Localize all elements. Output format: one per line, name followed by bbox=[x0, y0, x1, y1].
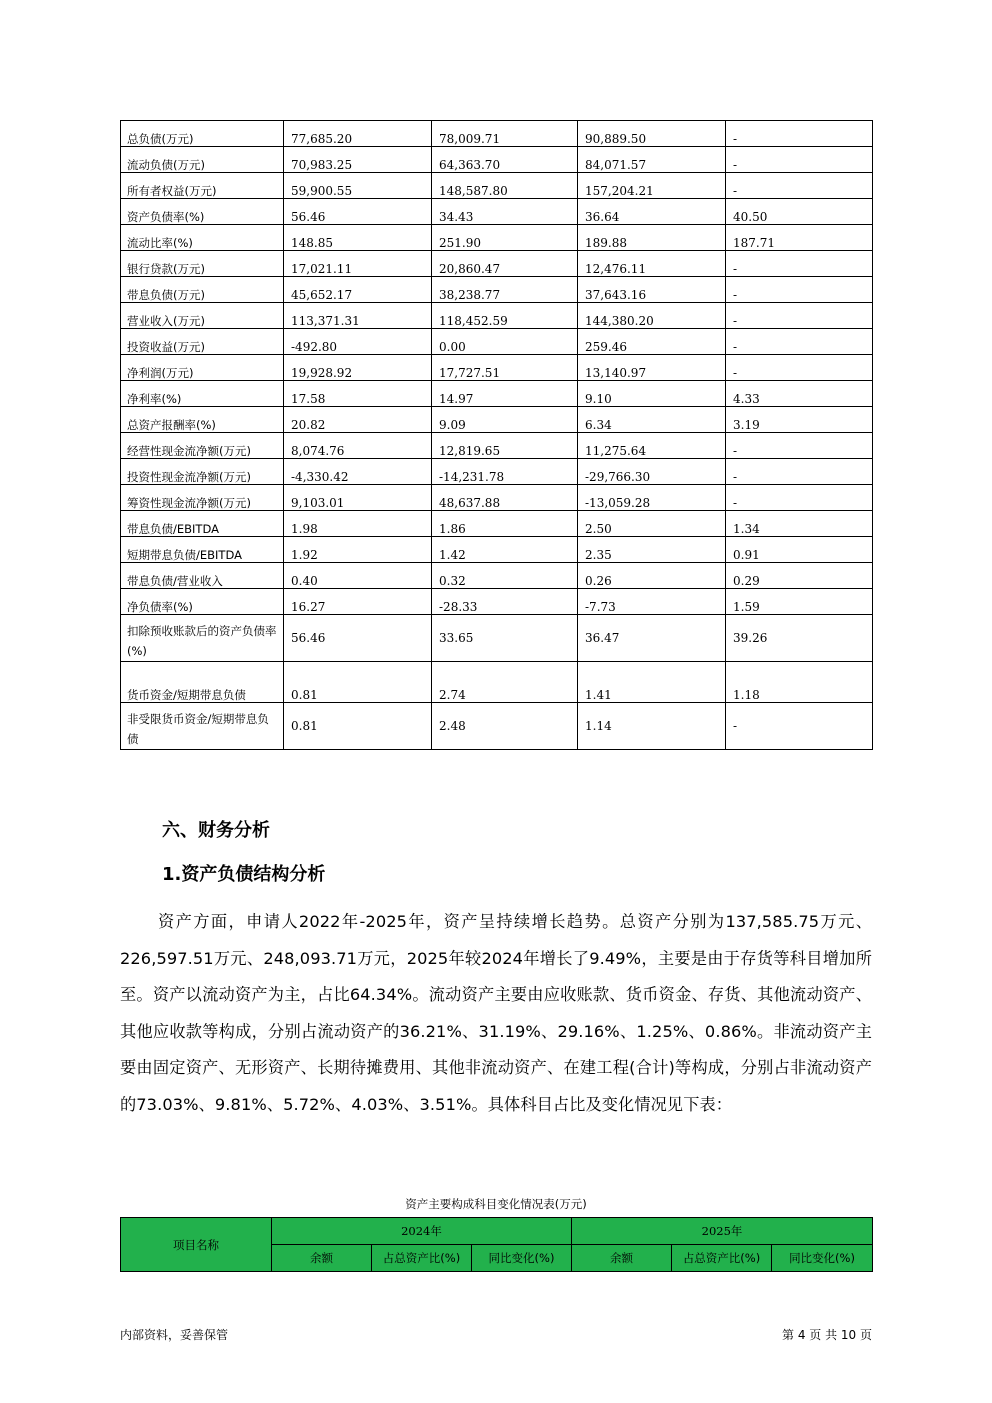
row-value: 38,238.77 bbox=[432, 277, 578, 303]
row-value: 20,860.47 bbox=[432, 251, 578, 277]
table-row bbox=[121, 173, 873, 199]
row-label: 流动比率(%) bbox=[121, 225, 284, 251]
row-value: 8,074.76 bbox=[284, 433, 432, 459]
row-value: 1.18 bbox=[726, 662, 873, 703]
table-row bbox=[121, 381, 873, 407]
row-label: 净负债率(%) bbox=[121, 589, 284, 615]
row-value: 16.27 bbox=[284, 589, 432, 615]
row-value: 56.46 bbox=[284, 615, 432, 662]
row-value: 2.74 bbox=[432, 662, 578, 703]
row-value: -14,231.78 bbox=[432, 459, 578, 485]
table-row bbox=[121, 251, 873, 277]
row-value: -13,059.28 bbox=[578, 485, 726, 511]
row-value: 2.50 bbox=[578, 511, 726, 537]
row-value: 0.81 bbox=[284, 662, 432, 703]
row-value: 77,685.20 bbox=[284, 121, 432, 147]
row-value: 17,727.51 bbox=[432, 355, 578, 381]
table-row bbox=[121, 662, 873, 703]
row-value: 20.82 bbox=[284, 407, 432, 433]
footer-confidential-note: 内部资料，妥善保管 bbox=[120, 1328, 229, 1342]
row-value: 59,900.55 bbox=[284, 173, 432, 199]
analysis-paragraph: 资产方面，申请人2022年-2025年，资产呈持续增长趋势。总资产分别为137,585.75万元、226,597.51万元、248,093.71万元，2025年较2024年增长了9.49%，主要是由于存货等科目增加所至。资产以流动资产为主，占比64.34%。流动资产主要由应收账款、货币资金、存货、其他流动资产、其他应收款等构成，分别占流动资产的36.21%、31.19%、29.16%、1.25%、0.86%。非流动资产主要由固定资产、无形资产、长期待摊费用、其他非流动资产、在建工程(合计)等构成，分别占非流动资产的73.03%、9.81%、5.72%、4.03%、3.51%。具体科目占比及变化情况见下表： bbox=[120, 912, 872, 1114]
row-value: 1.86 bbox=[432, 511, 578, 537]
row-value: 4.33 bbox=[726, 381, 873, 407]
row-value: 40.50 bbox=[726, 199, 873, 225]
row-value: 6.34 bbox=[578, 407, 726, 433]
row-value: - bbox=[726, 485, 873, 511]
row-value: 0.29 bbox=[726, 563, 873, 589]
row-value: 148.85 bbox=[284, 225, 432, 251]
row-value: 187.71 bbox=[726, 225, 873, 251]
row-value: 17,021.11 bbox=[284, 251, 432, 277]
row-label: 扣除预收账款后的资产负债率(%) bbox=[121, 615, 284, 662]
row-value: 0.91 bbox=[726, 537, 873, 563]
table-row bbox=[121, 121, 873, 147]
item-name-header: 项目名称 bbox=[121, 1218, 272, 1272]
row-label: 投资收益(万元) bbox=[121, 329, 284, 355]
row-value: 17.58 bbox=[284, 381, 432, 407]
row-value: 3.19 bbox=[726, 407, 873, 433]
row-label: 经营性现金流净额(万元) bbox=[121, 433, 284, 459]
section-title: 六、财务分析 bbox=[162, 820, 270, 841]
asset-composition-table bbox=[120, 1217, 873, 1272]
row-value: 48,637.88 bbox=[432, 485, 578, 511]
row-value: 39.26 bbox=[726, 615, 873, 662]
row-value: 251.90 bbox=[432, 225, 578, 251]
row-value: - bbox=[726, 703, 873, 750]
row-value: 90,889.50 bbox=[578, 121, 726, 147]
row-value: 64,363.70 bbox=[432, 147, 578, 173]
row-value: 0.40 bbox=[284, 563, 432, 589]
row-value: 0.26 bbox=[578, 563, 726, 589]
row-value: 148,587.80 bbox=[432, 173, 578, 199]
row-value: 118,452.59 bbox=[432, 303, 578, 329]
row-value: -29,766.30 bbox=[578, 459, 726, 485]
row-value: - bbox=[726, 277, 873, 303]
row-value: 9.10 bbox=[578, 381, 726, 407]
row-value: 0.00 bbox=[432, 329, 578, 355]
table-row bbox=[121, 459, 873, 485]
row-value: 157,204.21 bbox=[578, 173, 726, 199]
row-label: 非受限货币资金/短期带息负债 bbox=[121, 703, 284, 750]
row-value: 1.98 bbox=[284, 511, 432, 537]
table-row bbox=[121, 511, 873, 537]
row-value: 189.88 bbox=[578, 225, 726, 251]
row-value: 78,009.71 bbox=[432, 121, 578, 147]
row-value: 14.97 bbox=[432, 381, 578, 407]
row-label: 净利润(万元) bbox=[121, 355, 284, 381]
row-label: 营业收入(万元) bbox=[121, 303, 284, 329]
row-label: 银行贷款(万元) bbox=[121, 251, 284, 277]
row-value: -492.80 bbox=[284, 329, 432, 355]
row-value: 1.59 bbox=[726, 589, 873, 615]
row-label: 带息负债/EBITDA bbox=[121, 511, 284, 537]
row-label: 带息负债/营业收入 bbox=[121, 563, 284, 589]
row-label: 投资性现金流净额(万元) bbox=[121, 459, 284, 485]
table-row bbox=[121, 703, 873, 750]
row-value: 144,380.20 bbox=[578, 303, 726, 329]
row-value: - bbox=[726, 147, 873, 173]
financial-indicators-table bbox=[120, 120, 873, 750]
row-value: 9,103.01 bbox=[284, 485, 432, 511]
row-label: 总负债(万元) bbox=[121, 121, 284, 147]
row-value: 36.64 bbox=[578, 199, 726, 225]
row-value: 12,819.65 bbox=[432, 433, 578, 459]
row-value: -28.33 bbox=[432, 589, 578, 615]
row-value: 13,140.97 bbox=[578, 355, 726, 381]
row-value: 1.14 bbox=[578, 703, 726, 750]
table-row bbox=[121, 433, 873, 459]
table-row bbox=[121, 407, 873, 433]
row-value: 56.46 bbox=[284, 199, 432, 225]
row-value: 11,275.64 bbox=[578, 433, 726, 459]
row-label: 资产负债率(%) bbox=[121, 199, 284, 225]
row-value: - bbox=[726, 329, 873, 355]
sub-header: 余额 bbox=[572, 1245, 672, 1272]
row-value: 70,983.25 bbox=[284, 147, 432, 173]
table-row bbox=[121, 589, 873, 615]
row-value: 45,652.17 bbox=[284, 277, 432, 303]
table-row bbox=[121, 563, 873, 589]
row-value: 1.92 bbox=[284, 537, 432, 563]
table-row bbox=[121, 147, 873, 173]
row-value: 34.43 bbox=[432, 199, 578, 225]
table-row bbox=[121, 225, 873, 251]
year-2024-header: 2024年 bbox=[272, 1218, 572, 1245]
row-value: 33.65 bbox=[432, 615, 578, 662]
row-value: - bbox=[726, 355, 873, 381]
table-row bbox=[121, 199, 873, 225]
row-label: 净利率(%) bbox=[121, 381, 284, 407]
table-row bbox=[121, 329, 873, 355]
year-2025-header: 2025年 bbox=[572, 1218, 873, 1245]
row-value: 36.47 bbox=[578, 615, 726, 662]
row-value: 1.34 bbox=[726, 511, 873, 537]
row-value: 12,476.11 bbox=[578, 251, 726, 277]
row-value: -4,330.42 bbox=[284, 459, 432, 485]
row-value: 1.42 bbox=[432, 537, 578, 563]
table-row bbox=[121, 615, 873, 662]
row-value: - bbox=[726, 303, 873, 329]
row-value: 37,643.16 bbox=[578, 277, 726, 303]
row-label: 流动负债(万元) bbox=[121, 147, 284, 173]
row-value: 113,371.31 bbox=[284, 303, 432, 329]
row-label: 货币资金/短期带息负债 bbox=[121, 662, 284, 703]
row-label: 总资产报酬率(%) bbox=[121, 407, 284, 433]
table-row bbox=[121, 277, 873, 303]
row-value: 2.35 bbox=[578, 537, 726, 563]
asset-table-caption: 资产主要构成科目变化情况表(万元) bbox=[405, 1197, 587, 1211]
table-row bbox=[121, 355, 873, 381]
footer-page-number: 第 4 页 共 10 页 bbox=[782, 1328, 872, 1342]
sub-header: 占总资产比(%) bbox=[672, 1245, 772, 1272]
row-value: - bbox=[726, 459, 873, 485]
row-label: 筹资性现金流净额(万元) bbox=[121, 485, 284, 511]
row-value: 259.46 bbox=[578, 329, 726, 355]
row-label: 短期带息负债/EBITDA bbox=[121, 537, 284, 563]
row-value: 84,071.57 bbox=[578, 147, 726, 173]
row-value: - bbox=[726, 433, 873, 459]
row-value: -7.73 bbox=[578, 589, 726, 615]
row-value: 0.32 bbox=[432, 563, 578, 589]
row-value: - bbox=[726, 251, 873, 277]
row-value: 19,928.92 bbox=[284, 355, 432, 381]
table-row bbox=[121, 303, 873, 329]
row-value: - bbox=[726, 173, 873, 199]
subsection-title: 1.资产负债结构分析 bbox=[162, 864, 326, 885]
row-label: 所有者权益(万元) bbox=[121, 173, 284, 199]
row-value: 2.48 bbox=[432, 703, 578, 750]
row-value: 9.09 bbox=[432, 407, 578, 433]
sub-header: 余额 bbox=[272, 1245, 372, 1272]
sub-header: 同比变化(%) bbox=[472, 1245, 572, 1272]
sub-header: 占总资产比(%) bbox=[372, 1245, 472, 1272]
row-label: 带息负债(万元) bbox=[121, 277, 284, 303]
row-value: - bbox=[726, 121, 873, 147]
row-value: 0.81 bbox=[284, 703, 432, 750]
row-value: 1.41 bbox=[578, 662, 726, 703]
table-row bbox=[121, 537, 873, 563]
sub-header: 同比变化(%) bbox=[772, 1245, 873, 1272]
table-row bbox=[121, 485, 873, 511]
